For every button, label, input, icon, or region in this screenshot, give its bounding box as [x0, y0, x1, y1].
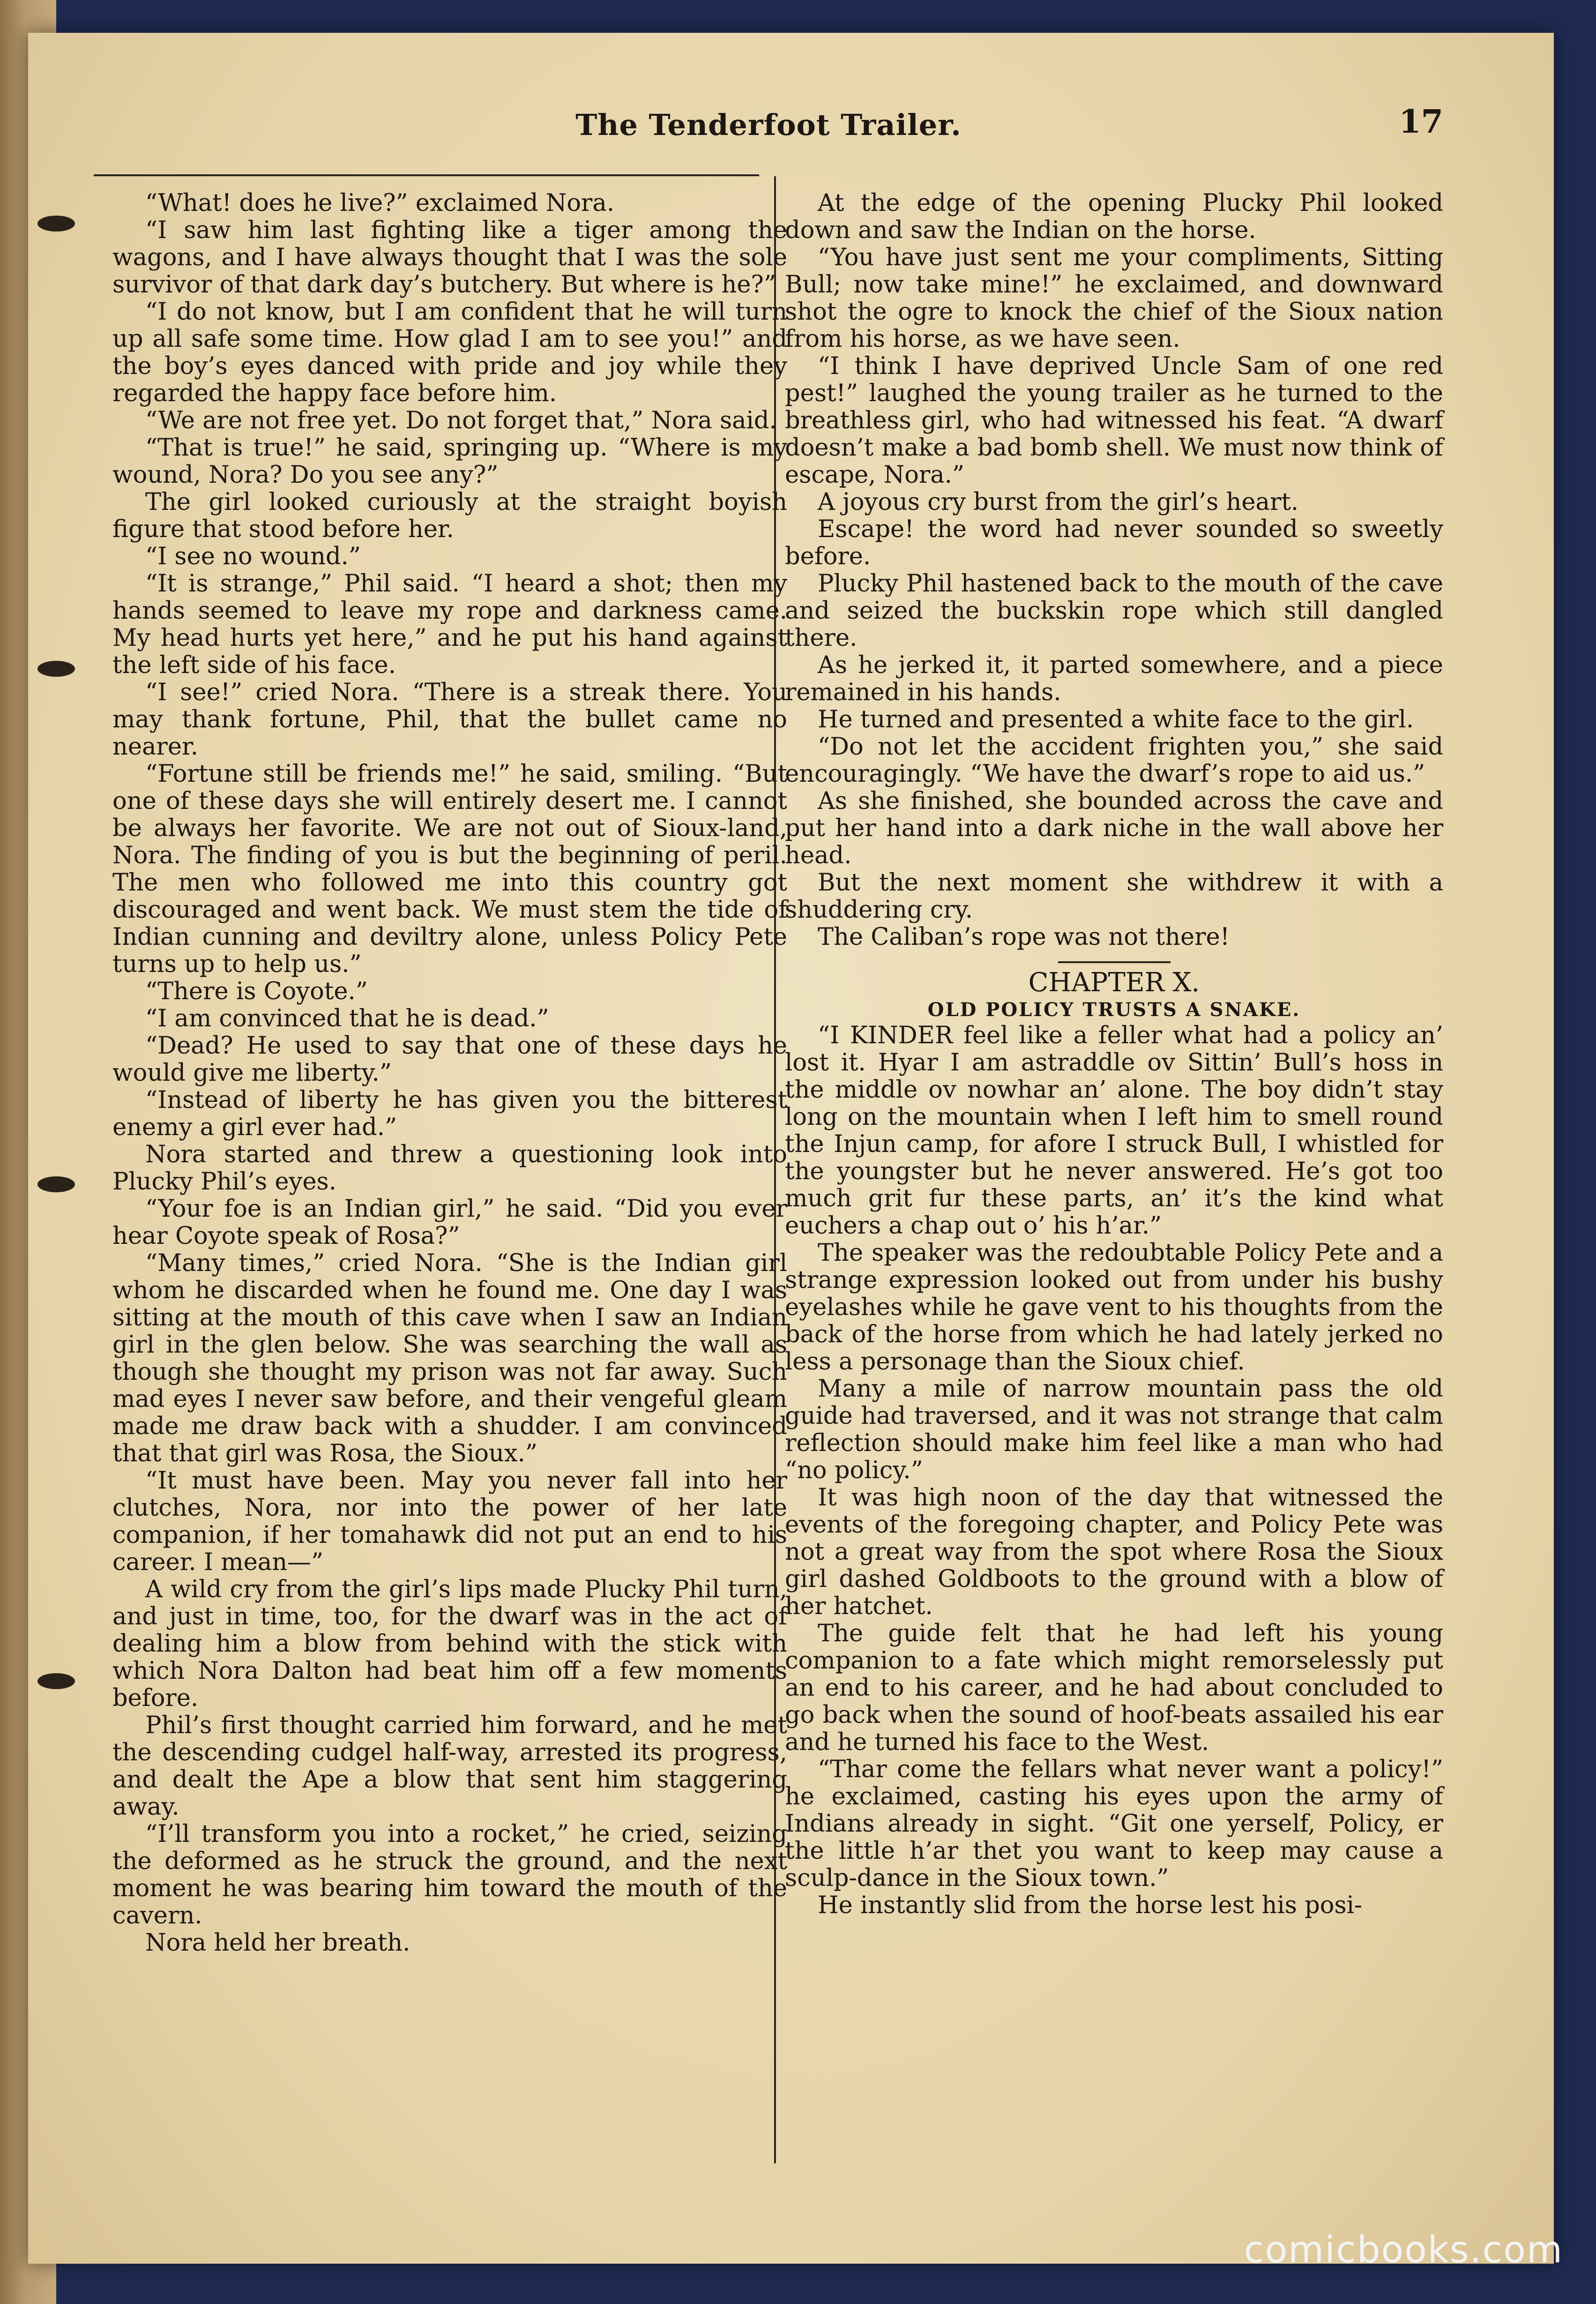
page-header	[94, 84, 1443, 155]
paragraph: “Thar come the fellars what never want a policy!” he exclaimed, casting his eyes upon the army of Indians already in sight. “Git one yerself, Policy, er the little h’ar thet you want to keep may cause a sculp-dance in the Sioux town.”	[785, 1756, 1443, 1892]
paragraph: As he jerked it, it parted somewhere, and a piece remained in his hands.	[785, 651, 1443, 706]
chapter-title: CHAPTER X.	[1028, 967, 1200, 998]
paragraph: A joyous cry burst from the girl’s heart.	[818, 488, 1299, 516]
chapter-subtitle: OLD POLICY TRUSTS A SNAKE.	[927, 999, 1301, 1021]
paragraph: “That is true!” he said, springing up. “Where is my wound, Nora? Do you see any?”	[112, 434, 787, 489]
right-column	[785, 190, 1443, 1919]
chapter-rule	[1058, 961, 1171, 963]
paragraph: The girl looked curiously at the straight boyish figure that stood before her.	[112, 488, 787, 543]
page-number: 17	[1399, 103, 1443, 141]
paragraph: A wild cry from the girl’s lips made Plucky Phil turn, and just in time, too, for the dwarf was in the act of dealing him a blow from behind with the stick with which Nora Dalton had beat him off a few moments before.	[112, 1576, 787, 1712]
paragraph: “Many times,” cried Nora. “She is the Indian girl whom he discarded when he found me. One day I was sitting at the mouth of this cave when I saw an Indian girl in the glen below. She was searching the wall as though she thought my prison was not far away. Such mad eyes I never saw before, and their vengeful gleam made me draw back with a shudder. I am convinced that that girl was Rosa, the Sioux.”	[112, 1249, 787, 1467]
paragraph: The guide felt that he had left his young companion to a fate which might remorselessly put an end to his career, and he had about concluded to go back when the sound of hoof-beats assailed his ear and he turned his face to the West.	[785, 1620, 1443, 1756]
paragraph: “I’ll transform you into a rocket,” he cried, seizing the deformed as he struck the ground, and the next moment he was bearing him toward the mouth of the cavern.	[112, 1820, 787, 1930]
binding-hole	[37, 1176, 75, 1192]
paragraph: “We are not free yet. Do not forget that,” Nora said.	[145, 407, 777, 434]
header-rule	[94, 174, 759, 176]
paragraph: “I saw him last fighting like a tiger among the wagons, and I have always thought that I was the sole survivor of that dark day’s butchery. But where is he?”	[112, 217, 787, 299]
paragraph: The Caliban’s rope was not there!	[818, 923, 1230, 951]
paragraph: “I see no wound.”	[145, 543, 361, 570]
paragraph: “It must have been. May you never fall into her clutches, Nora, nor into the power of her late companion, if her tomahawk did not put an end to his career. I mean—”	[112, 1467, 787, 1576]
left-column	[112, 190, 787, 1957]
paragraph: “Fortune still be friends me!” he said, smiling. “But one of these days she will entirely desert me. I cannot be always her favorite. We are not out of Sioux-land, Nora. The finding of you is but the beginning of peril. The men who followed me into this country got discouraged and went back. We must stem the tide of Indian cunning and deviltry alone, unless Policy Pete turns up to help us.”	[112, 760, 787, 978]
paragraph: “I do not know, but I am confident that he will turn up all safe some time. How glad I am to see you!” and the boy’s eyes danced with pride and joy while they regarded the happy face before him.	[112, 298, 787, 407]
paragraph: Phil’s first thought carried him forward, and he met the descending cudgel half-way, arrested its progress, and dealt the Ape a blow that sent him staggering away.	[112, 1712, 787, 1821]
paragraph: “I think I have deprived Uncle Sam of one red pest!” laughed the young trailer as he turned to the breathless girl, who had witnessed his feat. “A dwarf doesn’t make a bad bomb shell. We must now think of escape, Nora.”	[785, 352, 1443, 489]
paragraph: It was high noon of the day that witnessed the events of the foregoing chapter, and Policy Pete was not a great way from the spot where Rosa the Sioux girl dashed Goldboots to the ground with a blow of her hatchet.	[785, 1484, 1443, 1620]
paragraph: “Do not let the accident frighten you,” she said encouragingly. “We have the dwarf’s rope to aid us.”	[785, 733, 1443, 788]
paragraph: “You have just sent me your compliments, Sitting Bull; now take mine!” he exclaimed, and downward shot the ogre to knock the chief of the Sioux nation from his horse, as we have seen.	[785, 244, 1443, 353]
running-title: The Tenderfoot Trailer.	[575, 108, 962, 142]
paragraph: “I see!” cried Nora. “There is a streak there. You may thank fortune, Phil, that the bullet came no nearer.	[112, 679, 787, 761]
binding-hole	[37, 216, 75, 232]
paragraph: “I am convinced that he is dead.”	[145, 1005, 549, 1032]
paragraph: Escape! the word had never sounded so sweetly before.	[785, 516, 1443, 570]
paragraph: Nora held her breath.	[145, 1929, 410, 1957]
paragraph: The speaker was the redoubtable Policy Pete and a strange expression looked out from under his bushy eyelashes while he gave vent to his thoughts from the back of the horse from which he had lately jerked no less a personage than the Sioux chief.	[785, 1239, 1443, 1376]
paragraph: “It is strange,” Phil said. “I heard a shot; then my hands seemed to leave my rope and darkness came. My head hurts yet here,” and he put his hand against the left side of his face.	[112, 570, 787, 679]
paragraph: “There is Coyote.”	[145, 978, 368, 1005]
paragraph: “Dead? He used to say that one of these days he would give me liberty.”	[112, 1032, 787, 1087]
paragraph: Plucky Phil hastened back to the mouth of the cave and seized the buckskin rope which still dangled there.	[785, 570, 1443, 652]
paragraph: But the next moment she withdrew it with a shuddering cry.	[785, 869, 1443, 924]
paragraph: He instantly slid from the horse lest his posi-	[818, 1892, 1363, 1919]
paragraph: As she finished, she bounded across the cave and put her hand into a dark niche in the wall above her head.	[785, 787, 1443, 869]
binding-hole	[37, 1673, 75, 1689]
paragraph: At the edge of the opening Plucky Phil looked down and saw the Indian on the horse.	[785, 189, 1443, 244]
paragraph: “What! does he live?” exclaimed Nora.	[145, 189, 615, 217]
paragraph: “I KINDER feel like a feller what had a policy an’ lost it. Hyar I am astraddle ov Sittin’ Bull’s hoss in the middle ov nowhar an’ alone. The boy didn’t stay long on the mountain when I left him to smell round the Injun camp, for afore I struck Bull, I whistled for the youngster but he never answered. He’s got too much grit fur these parts, an’ it’s the kind what euchers a chap out o’ his h’ar.”	[785, 1022, 1443, 1240]
paragraph: Many a mile of narrow mountain pass the old guide had traversed, and it was not strange that calm reflection should make him feel like a man who had “no policy.”	[785, 1375, 1443, 1484]
paragraph: Nora started and threw a questioning look into Plucky Phil’s eyes.	[112, 1141, 787, 1196]
paragraph: He turned and presented a white face to the girl.	[818, 706, 1414, 733]
watermark: comicbooks.com	[1244, 2229, 1563, 2271]
paragraph: “Instead of liberty he has given you the bitterest enemy a girl ever had.”	[112, 1086, 787, 1141]
binding-hole	[37, 661, 75, 677]
paragraph: “Your foe is an Indian girl,” he said. “Did you ever hear Coyote speak of Rosa?”	[112, 1195, 787, 1250]
